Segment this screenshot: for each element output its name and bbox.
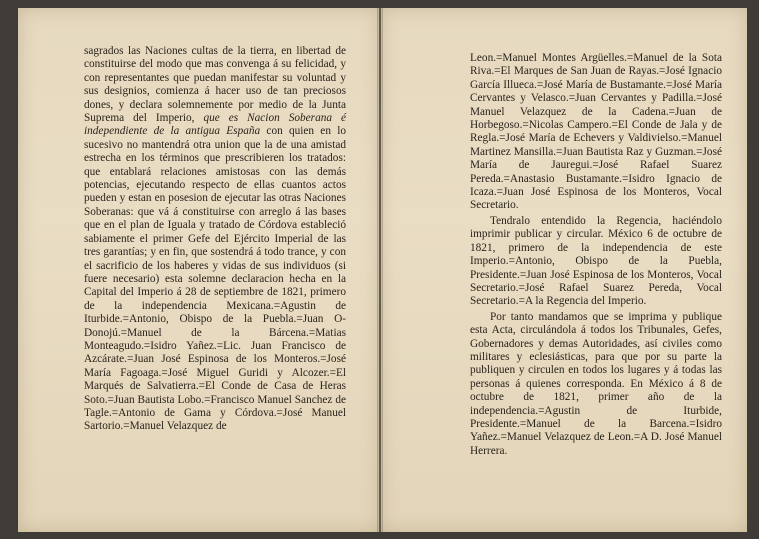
left-body-pre: sagrados las Naciones cultas de la tierra, en libertad de constituirse del modo que mas convenga á su felicidad, y con representantes que puedan manifestar su voluntad y sus designios, comienza á hacer uso de tan preciosos dones, y declara solemnemente por medio de la Junta Suprema del Imperio, — [84, 45, 346, 125]
left-page-text — [84, 45, 346, 434]
left-body-paragraph — [84, 45, 346, 434]
right-regencia-paragraph: Tendralo entendido la Regencia, haciéndolo imprimir publicar y circular. México 6 de octubre de 1821, primero de la independencia de este Imperio.=Antonio, Obispo de la Puebla, Presidente.=Juan José Espinosa de los Monteros, Vocal Secretario.=José Rafael Suarez Pereda, Vocal Secretario.=A la Regencia del Imperio. — [470, 214, 722, 308]
left-body-italic: que es Nacion Soberana é independiente de la antigua España — [84, 112, 346, 138]
right-signatures-paragraph: Leon.=Manuel Montes Argüelles.=Manuel de la Sota Riva.=El Marques de San Juan de Rayas.=José Ignacio García Illueca.=José María de Bustamante.=José María Cervantes y Velasco.=Juan Cervantes y Padilla.=José Manuel Velazquez de la Cadena.=Juan de Horbegoso.=Nicolas Campero.=El Conde de Jala y de Regla.=José María de Echevers y Valdivielso.=Manuel Martinez Mansilla.=Juan Bautista Raz y Guzman.=José María de Jauregui.=José Rafael Suarez Pereda.=Anastasio Bustamante.=Isidro Ignacio de Icaza.=Juan José Espinosa de los Monteros, Vocal Secretario. — [470, 52, 722, 212]
page-gutter — [377, 8, 383, 532]
left-body-post: con quien en lo sucesivo no mantendrá otra union que la de una amistad estrecha en los términos que prescribieren los tratados: que entablará relaciones amistosas con las demás potencias, ejecutando respecto de ellas cuantos actos pueden y estan en posesion de ejecutar las otras Naciones Soberanas: que vá á constituirse con arreglo á las bases que en el plan de Iguala y tratado de Córdova estableció sabiamente el primer Gefe del Ejército Imperial de las tres garantías; y en fin, que sostendrá á todo trance, y con el sacrificio de los haberes y vidas de sus individuos (si fuere necesario) esta solemne declaracion hecha en la Capital del Imperio á 28 de septiembre de 1821, primero de la independencia Mexicana.=Agustin de Iturbide.=Antonio, Obispo de la Puebla.=Juan O-Donojú.=Manuel de la Bárcena.=Matias Monteagudo.=Isidro Yañez.=Lic. Juan Francisco de Azcárate.=Juan José Espinosa de los Monteros.=José María Fagoaga.=José Miguel Guridi y Alcozer.=El Marqués de Salvatierra.=El Conde de Casa de Heras Soto.=Juan Bautista Lobo.=Francisco Manuel Sanchez de Tagle.=Antonio de Gama y Córdova.=José Manuel Sartorio.=Manuel Velazquez de — [84, 125, 346, 433]
right-mandate-paragraph: Por tanto mandamos que se imprima y publique esta Acta, circulándola á todos los Tribunales, Gefes, Gobernadores y demas Autoridades, así civiles como militares y eclesiásticas, para que por su parte la publiquen y circulen en todos los lugares y á todas las personas á quienes corresponda. En México á 8 de octubre de 1821, primer año de la independencia.=Agustin de Iturbide, Presidente.=Manuel de la Barcena.=Isidro Yañez.=Manuel Velazquez de Leon.=A D. José Manuel Herrera. — [470, 310, 722, 457]
right-page-text — [470, 52, 722, 458]
